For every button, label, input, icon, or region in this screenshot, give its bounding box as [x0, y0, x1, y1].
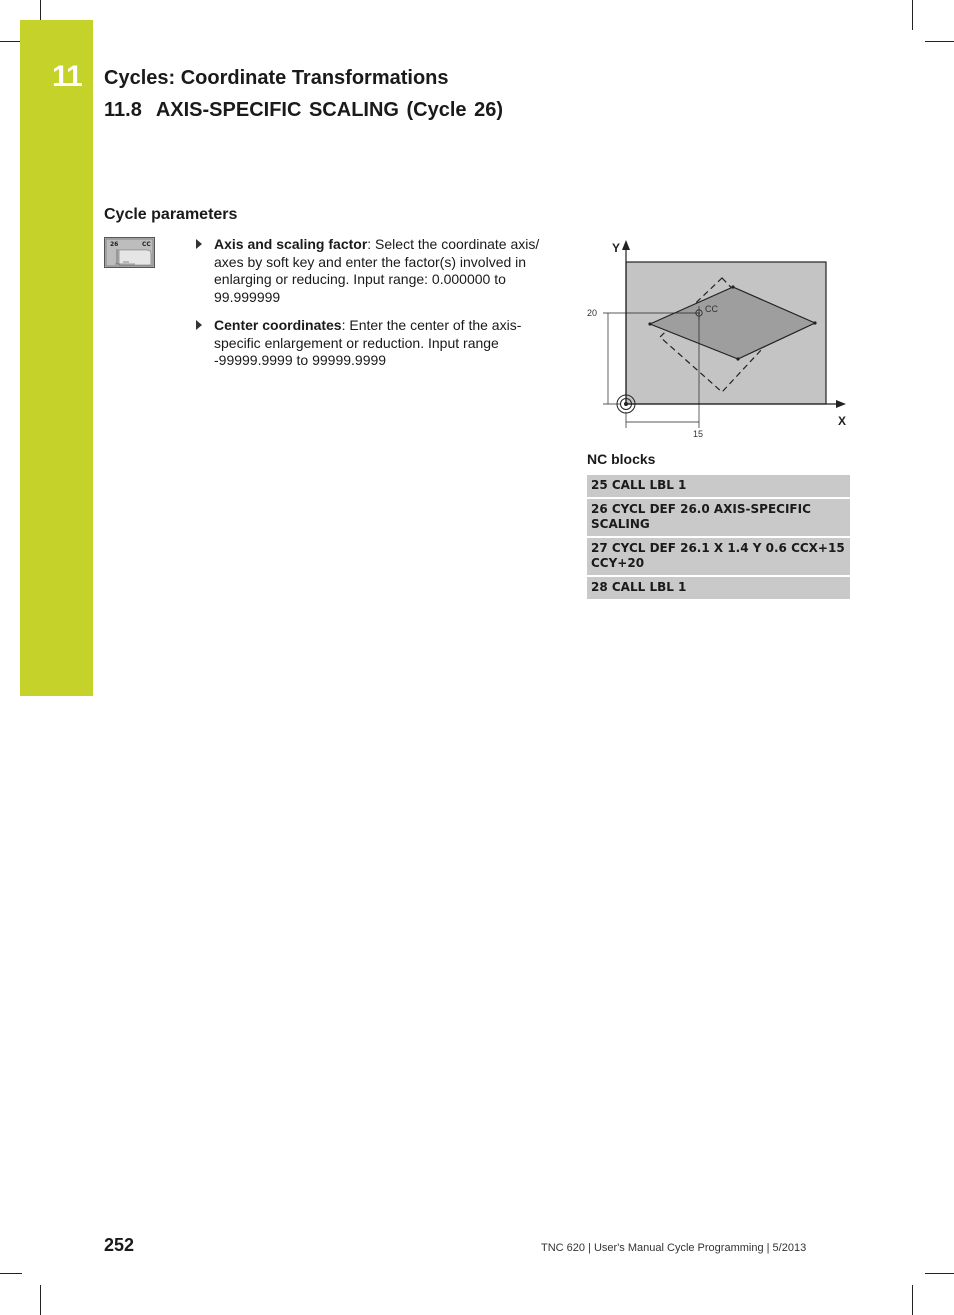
- section-title: [104, 99, 503, 122]
- cycle-parameters-heading: Cycle parameters: [104, 206, 238, 223]
- center-label: CC: [705, 304, 718, 314]
- section-title-text: AXIS-SPECIFIC SCALING (Cycle 26): [155, 99, 504, 121]
- softkey-label-left: 26: [110, 241, 119, 248]
- chapter-band: [20, 20, 93, 696]
- param-name: Axis and scaling factor: [214, 236, 368, 252]
- contour-point: [648, 322, 651, 325]
- crop-mark: [40, 0, 41, 22]
- x-axis-arrow-icon: [836, 400, 846, 408]
- contour-point: [731, 285, 734, 288]
- x-axis-label: X: [838, 414, 847, 428]
- crop-mark: [925, 41, 954, 42]
- chapter-title: Cycles: Coordinate Transformations: [104, 67, 449, 89]
- chapter-number: 11: [52, 60, 82, 93]
- scaling-diagram: [584, 236, 850, 442]
- table-row: 27 CYCL DEF 26.1 X 1.4 Y 0.6 CCX+15 CCY+20: [587, 538, 850, 575]
- param-name: Center coordinates: [214, 317, 342, 333]
- crop-mark: [912, 1285, 913, 1315]
- crop-mark: [925, 1273, 954, 1274]
- param-description: : Enter the center of the axis-specific enlargement or reduction. Input range -99999.9999 to 99999.9999: [214, 317, 522, 368]
- page-number: 252: [104, 1235, 135, 1255]
- crop-mark: [40, 1285, 41, 1315]
- contour-point: [736, 357, 739, 360]
- contour-point: [813, 321, 816, 324]
- softkey-label-right: CC: [142, 241, 151, 248]
- crop-mark: [0, 41, 22, 42]
- param-center-coordinates: [196, 317, 552, 370]
- parameter-list: [196, 236, 552, 381]
- nc-blocks-table: [587, 475, 850, 601]
- bullet-arrow-icon: [196, 320, 202, 330]
- bullet-arrow-icon: [196, 239, 202, 249]
- cycle-softkey-icon: [104, 237, 155, 268]
- section-number: 11.8: [104, 99, 142, 121]
- y-axis-arrow-icon: [622, 240, 630, 250]
- origin-icon: [624, 402, 628, 406]
- table-row: 28 CALL LBL 1: [587, 577, 850, 599]
- x-dimension-label: 15: [693, 429, 704, 439]
- nc-blocks-heading: NC blocks: [587, 451, 656, 467]
- y-dimension-label: 20: [587, 308, 598, 318]
- y-axis-label: Y: [612, 241, 621, 255]
- crop-mark: [912, 0, 913, 30]
- param-axis-scaling: [196, 236, 552, 306]
- crop-mark: [0, 1273, 22, 1274]
- table-row: 26 CYCL DEF 26.0 AXIS-SPECIFIC SCALING: [587, 499, 850, 536]
- footer-text: TNC 620 | User's Manual Cycle Programming | 5/2013: [541, 1242, 807, 1254]
- table-row: 25 CALL LBL 1: [587, 475, 850, 497]
- param-description: : Select the coordinate axis/ axes by soft key and enter the factor(s) involved in enlarging or reducing. Input range: 0.000000 to 99.999999: [214, 236, 540, 305]
